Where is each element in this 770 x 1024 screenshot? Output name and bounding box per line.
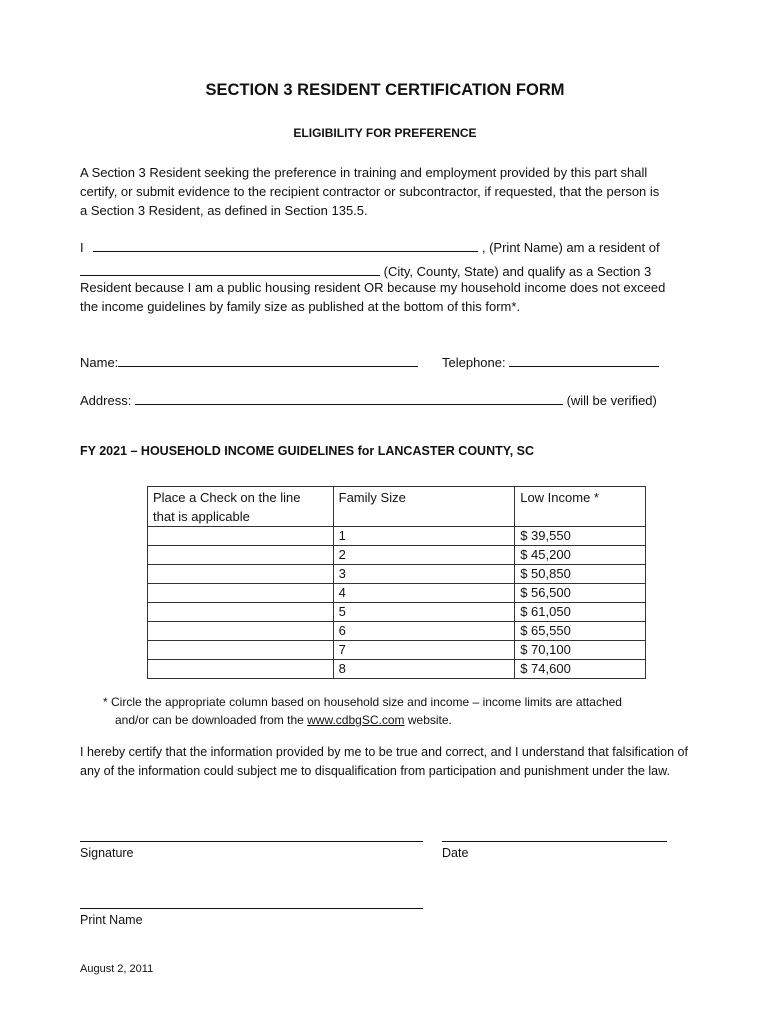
income-cell: $ 45,200	[515, 546, 646, 565]
family-size-cell: 7	[333, 641, 515, 660]
family-size-cell: 5	[333, 603, 515, 622]
check-cell[interactable]	[148, 641, 334, 660]
income-cell: $ 39,550	[515, 527, 646, 546]
income-table	[147, 486, 646, 679]
name-blank[interactable]	[118, 353, 418, 367]
family-size-header: Family Size	[333, 487, 515, 527]
statement-line-1	[80, 238, 660, 255]
table-row	[148, 527, 646, 546]
table-row	[148, 641, 646, 660]
income-note	[103, 693, 622, 729]
form-subtitle: ELIGIBILITY FOR PREFERENCE	[293, 126, 477, 140]
check-cell[interactable]	[148, 584, 334, 603]
name-field	[80, 353, 418, 370]
telephone-field	[442, 353, 659, 370]
date-line[interactable]	[442, 841, 667, 842]
telephone-blank[interactable]	[509, 353, 659, 367]
address-blank[interactable]	[135, 391, 563, 405]
i-label: I	[80, 240, 84, 255]
certification-paragraph	[80, 743, 688, 781]
check-cell[interactable]	[148, 622, 334, 641]
note-line: * Circle the appropriate column based on household size and income – income limits are attached	[103, 695, 622, 709]
table-row	[148, 546, 646, 565]
city-suffix: (City, County, State) and qualify as a Section 3	[383, 264, 652, 279]
certify-line: I hereby certify that the information provided by me to be true and correct, and I understand that falsification of	[80, 745, 688, 759]
table-row	[148, 660, 646, 679]
signature-label: Signature	[80, 846, 134, 860]
family-size-cell: 4	[333, 584, 515, 603]
income-cell: $ 65,550	[515, 622, 646, 641]
check-cell[interactable]	[148, 527, 334, 546]
statement-line-2	[80, 262, 651, 279]
intro-line: a Section 3 Resident, as defined in Section 135.5.	[80, 203, 368, 218]
note-line	[103, 711, 622, 729]
statement-line-3: Resident because I am a public housing resident OR because my household income does not exceed	[80, 280, 666, 295]
check-header-line: Place a Check on the line	[153, 490, 301, 505]
website-link[interactable]: www.cdbgSC.com	[307, 713, 405, 727]
check-column-header	[148, 487, 334, 527]
check-cell[interactable]	[148, 603, 334, 622]
table-row	[148, 584, 646, 603]
note-suffix: website.	[404, 713, 452, 727]
income-guidelines-heading: FY 2021 – HOUSEHOLD INCOME GUIDELINES for LANCASTER COUNTY, SC	[80, 444, 534, 458]
note-prefix: and/or can be downloaded from the	[115, 713, 308, 727]
print-name-blank[interactable]	[93, 238, 478, 252]
check-cell[interactable]	[148, 660, 334, 679]
footer-date: August 2, 2011	[80, 963, 154, 975]
income-cell: $ 70,100	[515, 641, 646, 660]
income-cell: $ 50,850	[515, 565, 646, 584]
telephone-label: Telephone:	[442, 355, 506, 370]
statement-line-4: the income guidelines by family size as published at the bottom of this form*.	[80, 299, 521, 314]
check-cell[interactable]	[148, 546, 334, 565]
family-size-cell: 1	[333, 527, 515, 546]
certify-line: any of the information could subject me to disqualification from participation and punishment under the law.	[80, 764, 670, 778]
print-name-suffix: , (Print Name) am a resident of	[481, 240, 660, 255]
address-suffix: (will be verified)	[566, 393, 657, 408]
low-income-header: Low Income *	[515, 487, 646, 527]
income-cell: $ 74,600	[515, 660, 646, 679]
check-header-line: that is applicable	[153, 509, 250, 524]
city-county-state-blank[interactable]	[80, 262, 380, 276]
family-size-cell: 6	[333, 622, 515, 641]
income-cell: $ 61,050	[515, 603, 646, 622]
address-label: Address:	[80, 393, 132, 408]
table-row	[148, 622, 646, 641]
family-size-cell: 3	[333, 565, 515, 584]
family-size-cell: 8	[333, 660, 515, 679]
signature-line[interactable]	[80, 841, 423, 842]
family-size-cell: 2	[333, 546, 515, 565]
check-cell[interactable]	[148, 565, 334, 584]
table-row	[148, 565, 646, 584]
date-label: Date	[442, 846, 469, 860]
intro-paragraph	[80, 163, 659, 220]
intro-line: certify, or submit evidence to the recipient contractor or subcontractor, if requested, that the person is	[80, 184, 660, 199]
income-cell: $ 56,500	[515, 584, 646, 603]
print-name-line[interactable]	[80, 908, 423, 909]
table-row	[148, 603, 646, 622]
form-title: SECTION 3 RESIDENT CERTIFICATION FORM	[205, 81, 565, 99]
name-label: Name:	[80, 355, 119, 370]
address-field	[80, 391, 657, 408]
intro-line: A Section 3 Resident seeking the preference in training and employment provided by this part shall	[80, 165, 648, 180]
print-name-label: Print Name	[80, 913, 143, 927]
table-header-row	[148, 487, 646, 527]
